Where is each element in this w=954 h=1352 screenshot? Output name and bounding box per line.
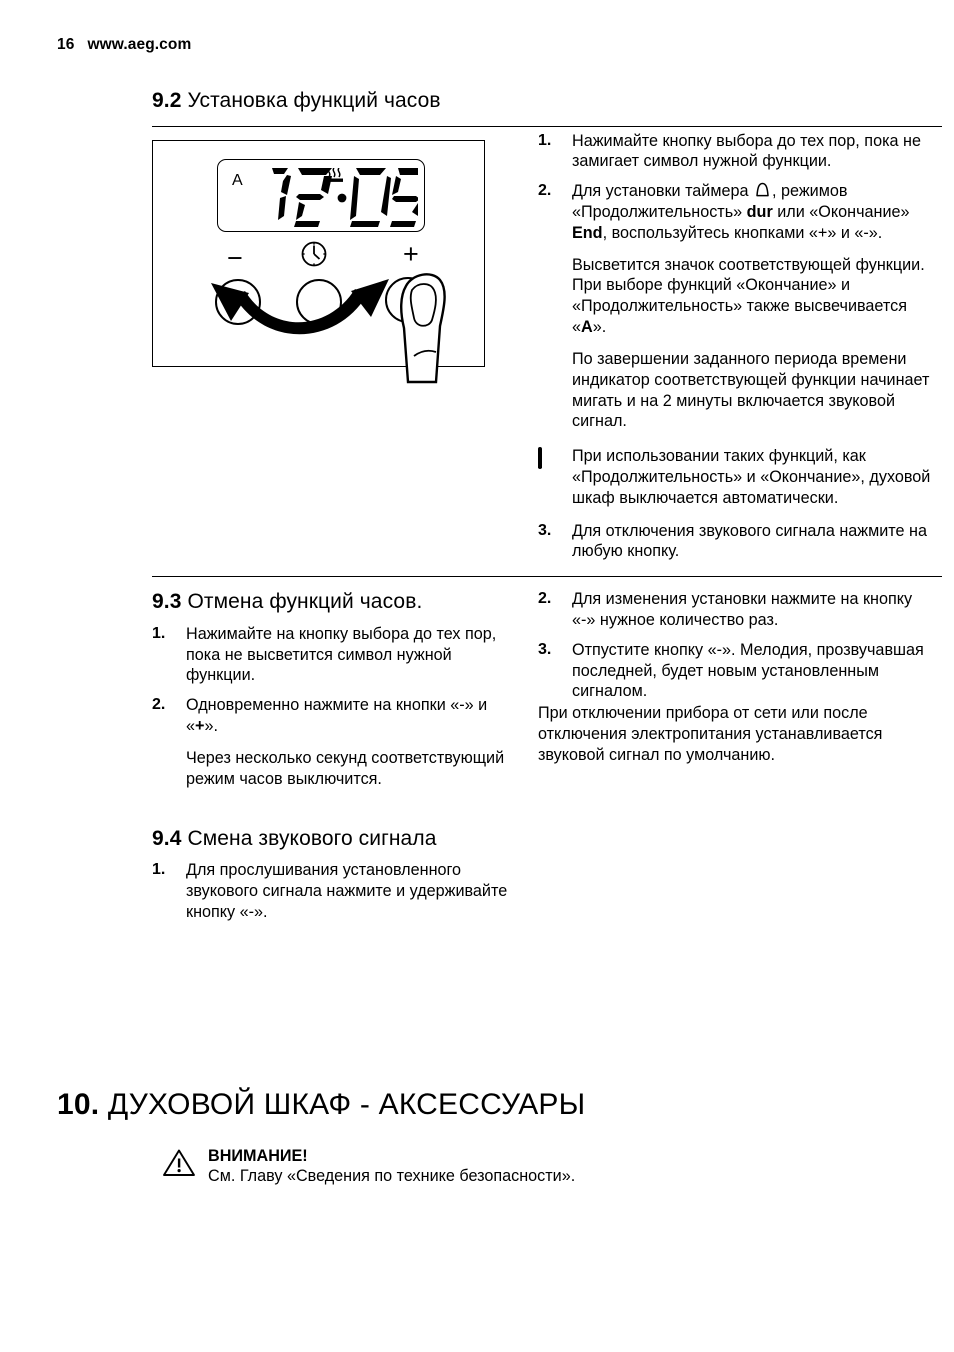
steps-list-9-4-left	[152, 860, 522, 922]
step2-part2: , режимов «Продолжительность»	[572, 182, 848, 222]
warning-title: ВНИМАНИЕ!	[208, 1146, 308, 1165]
list-marker: 3.	[538, 640, 552, 658]
left-column-figure	[152, 127, 530, 563]
list-marker: 3.	[538, 521, 552, 539]
section-heading-9-4	[152, 826, 522, 852]
list-item	[538, 640, 934, 702]
list-text	[572, 181, 934, 243]
page-number: 16	[57, 36, 75, 53]
section-heading-9-2	[152, 88, 942, 114]
auto-mode-indicator: A	[232, 171, 243, 189]
steps-list-9-3	[152, 624, 522, 790]
step2-part4: , воспользуйтесь кнопками «+» и «-».	[602, 223, 883, 242]
list-item	[152, 860, 522, 922]
step2-part3: или «Окончание»	[777, 203, 910, 222]
chapter-heading	[57, 1088, 937, 1123]
list-text: Отпустите кнопку «-». Мелодия, прозвучавшая последней, будет новым установленным сигналом.	[572, 640, 924, 701]
section-title: Смена звукового сигнала	[187, 826, 437, 850]
paragraph-part1: Высветится значок соответствующей функции. При выборе функций «Окончание» и «Продолжительность» также высвечивается «	[572, 255, 925, 337]
dur-label: dur	[746, 203, 773, 222]
plus-symbol-label: +	[403, 238, 419, 269]
warning-note-box	[162, 1146, 582, 1188]
steps-list-9-4-right	[538, 589, 934, 766]
list-item	[538, 131, 934, 173]
curved-double-arrow	[205, 269, 395, 355]
warning-triangle-icon	[162, 1148, 196, 1178]
plus-label: +	[195, 717, 205, 736]
columns-block-1	[152, 127, 942, 563]
list-text: Нажимайте кнопку выбора до тех пор, пока не замигает символ нужной функции.	[572, 131, 921, 171]
paragraph-end-signal: По завершении заданного периода времени индикатор соответствующей функции начинает мигать и на 2 минуты включается звуковой сигнал.	[572, 349, 930, 431]
list-item	[538, 589, 934, 631]
clock-icon	[299, 239, 329, 269]
control-buttons-row	[153, 239, 486, 289]
info-note-text: При использовании таких функций, как «Продолжительность» и «Окончание», духовой шкаф выключается автоматически.	[572, 447, 931, 507]
paragraph-part2: ».	[592, 318, 607, 337]
list-marker: 2.	[538, 590, 552, 608]
list-item	[538, 181, 934, 243]
left-column-sections	[152, 577, 530, 922]
list-marker: 1.	[152, 861, 166, 879]
section-number: 9.3	[152, 590, 182, 614]
minus-symbol-label: −	[227, 242, 243, 273]
list-item	[152, 695, 522, 737]
section-title: Отмена функций часов.	[187, 590, 423, 614]
page-content	[152, 88, 942, 923]
warning-note-body	[208, 1146, 582, 1188]
list-text: Для отключения звукового сигнала нажмите на любую кнопку.	[572, 521, 927, 561]
list-marker: 2.	[152, 696, 166, 714]
step2-part1: Одновременно нажмите на кнопки «-» и «	[186, 696, 488, 736]
chapter-number: 10.	[57, 1088, 100, 1121]
list-text	[186, 695, 522, 737]
section-title: Установка функций часов	[187, 89, 441, 112]
list-item	[538, 521, 934, 563]
info-icon-cell	[538, 446, 572, 508]
section-number: 9.4	[152, 826, 182, 850]
heat-steam-icon	[326, 168, 346, 184]
paragraph-default-signal: При отключении прибора от сети или после отключения электропитания устанавливается звуковой сигнал по умолчанию.	[538, 704, 883, 764]
step2-part2: ».	[204, 717, 218, 736]
paragraph-indicator-info	[572, 255, 934, 338]
page-header	[57, 36, 191, 54]
end-label: End	[572, 223, 603, 242]
list-marker: 1.	[152, 624, 166, 642]
columns-block-2	[152, 577, 942, 922]
warning-text: См. Главу «Сведения по технике безопасности».	[208, 1167, 576, 1186]
warning-block	[162, 1146, 582, 1188]
list-text: Для изменения установки нажмите на кнопку «-» нужное количество раз.	[572, 590, 913, 630]
right-column-sections	[530, 577, 934, 922]
oven-clock-control-panel-illustration	[152, 140, 485, 367]
paragraph-clock-off: Через несколько секунд соответствующий режим часов выключится.	[186, 748, 505, 788]
bell-icon	[755, 182, 770, 199]
info-note-box	[538, 446, 934, 508]
list-item	[152, 624, 522, 686]
info-icon	[538, 447, 542, 469]
section-heading-9-3	[152, 589, 522, 615]
lcd-display	[217, 159, 425, 232]
website-url: www.aeg.com	[87, 36, 192, 53]
right-column-steps	[530, 127, 934, 563]
section-number: 9.2	[152, 89, 182, 112]
step2-part1: Для установки таймера	[572, 182, 749, 201]
auto-letter: A	[581, 318, 593, 337]
steps-list-9-2	[538, 131, 934, 563]
pointing-finger	[378, 264, 474, 384]
list-text: Для прослушивания установленного звукового сигнала нажмите и удерживайте кнопку «-».	[186, 861, 508, 921]
chapter-title: ДУХОВОЙ ШКАФ - АКСЕССУАРЫ	[107, 1088, 586, 1121]
list-marker: 2.	[538, 182, 552, 200]
warning-icon-cell	[162, 1146, 208, 1188]
list-text: Нажимайте на кнопку выбора до тех пор, пока не высветится символ нужной функции.	[186, 624, 497, 685]
list-marker: 1.	[538, 131, 552, 149]
chapter-10-block	[57, 1088, 937, 1187]
